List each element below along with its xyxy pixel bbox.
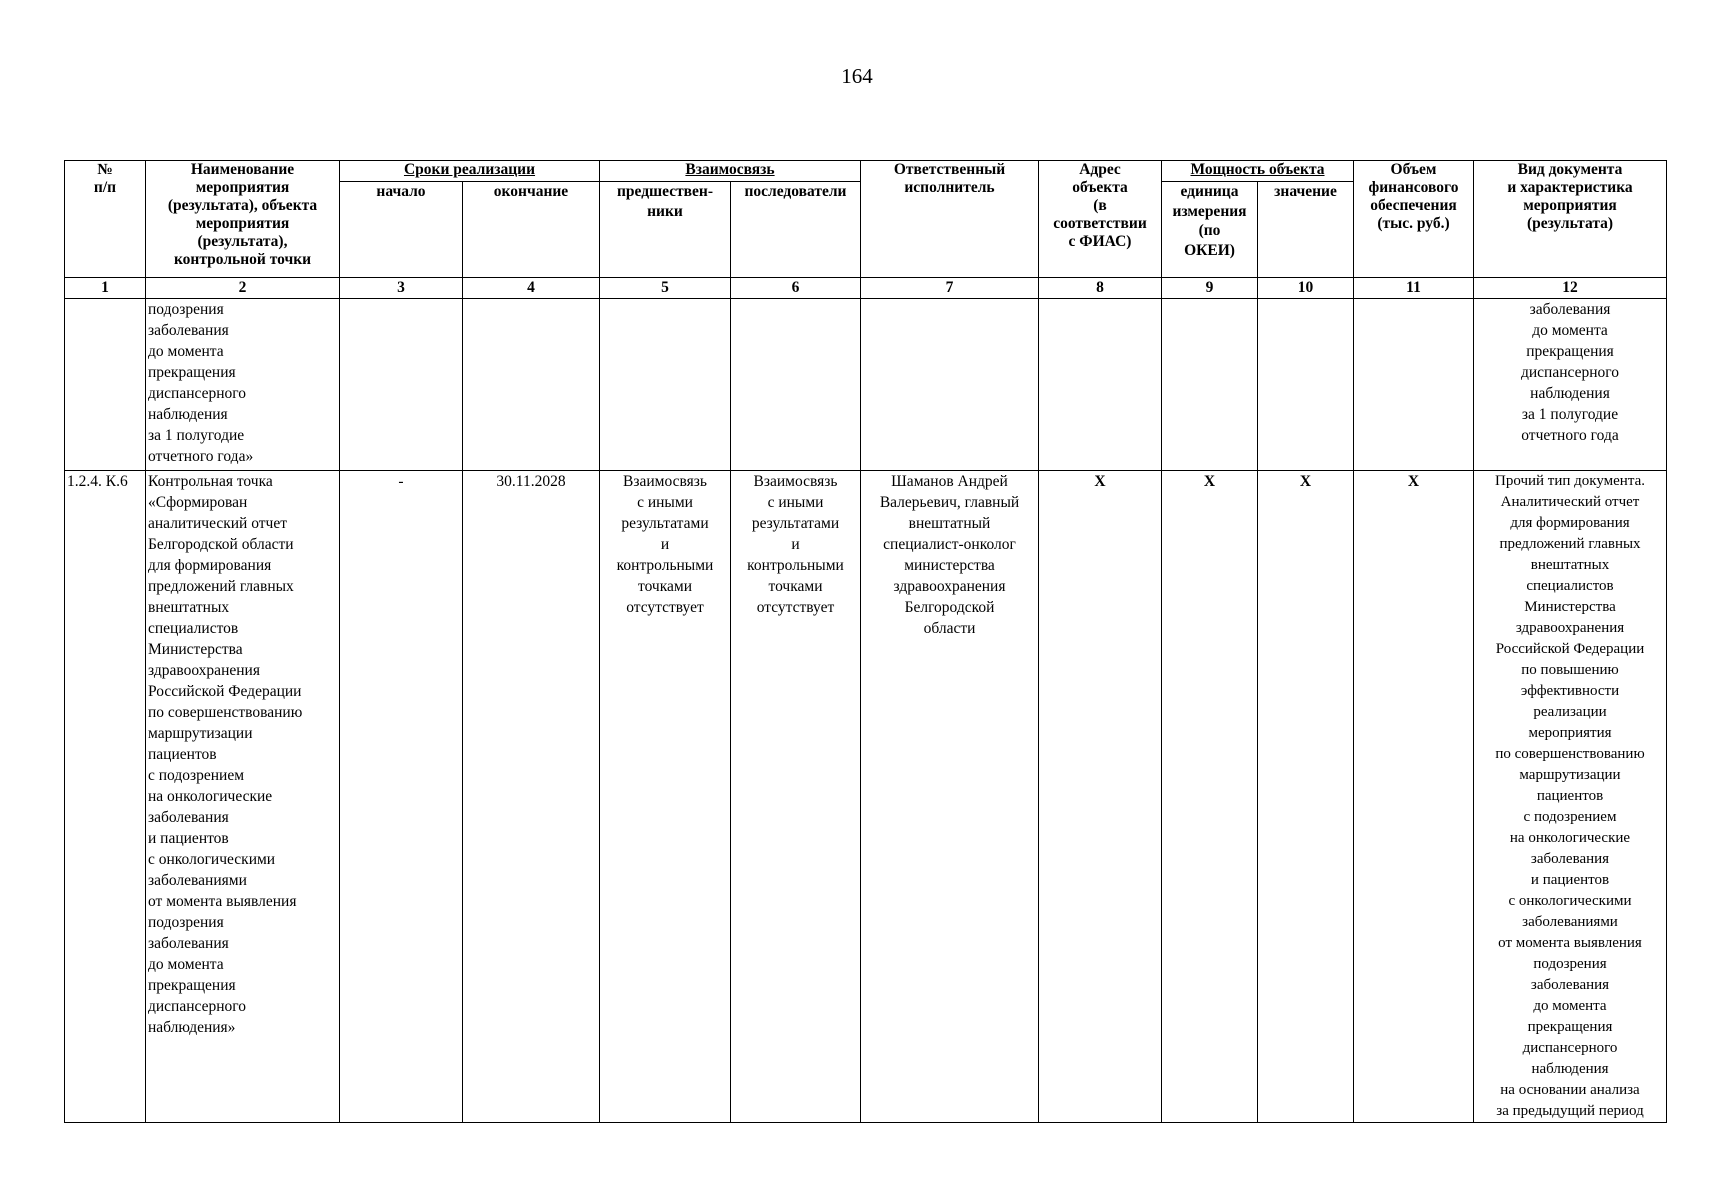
cell-empty bbox=[340, 299, 463, 471]
cell-predecessors: Взаимосвязь с иными результатами и контрольными точками отсутствует bbox=[600, 471, 731, 1123]
cell-empty bbox=[600, 299, 731, 471]
header-capacity: Мощность объекта bbox=[1162, 161, 1354, 182]
header-start: начало bbox=[340, 182, 463, 278]
column-number: 10 bbox=[1258, 278, 1354, 299]
column-number: 3 bbox=[340, 278, 463, 299]
cell-empty bbox=[463, 299, 600, 471]
column-number: 5 bbox=[600, 278, 731, 299]
header-responsible: Ответственный исполнитель bbox=[861, 161, 1039, 278]
header-period: Сроки реализации bbox=[340, 161, 600, 182]
column-number: 11 bbox=[1354, 278, 1474, 299]
cell-responsible: Шаманов Андрей Валерьевич, главный внештатный специалист-онколог министерства здравоохранения Белгородской области bbox=[861, 471, 1039, 1123]
column-number: 7 bbox=[861, 278, 1039, 299]
cell-end: 30.11.2028 bbox=[463, 471, 600, 1123]
column-number: 9 bbox=[1162, 278, 1258, 299]
cell-unit: X bbox=[1162, 471, 1258, 1123]
column-number: 4 bbox=[463, 278, 600, 299]
header-predecessors: предшествен- ники bbox=[600, 182, 731, 278]
column-number: 8 bbox=[1039, 278, 1162, 299]
page-number: 164 bbox=[841, 64, 873, 88]
header-address: Адрес объекта (в соответствии с ФИАС) bbox=[1039, 161, 1162, 278]
column-number: 12 bbox=[1474, 278, 1667, 299]
cell-value: X bbox=[1258, 471, 1354, 1123]
cell-funding: X bbox=[1354, 471, 1474, 1123]
table-row-continued bbox=[65, 299, 1667, 471]
cell-empty bbox=[1354, 299, 1474, 471]
header-unit: единица измерения (по ОКЕИ) bbox=[1162, 182, 1258, 278]
cell-empty bbox=[1258, 299, 1354, 471]
column-number: 6 bbox=[731, 278, 861, 299]
header-row-top bbox=[65, 161, 1667, 182]
cell-empty bbox=[861, 299, 1039, 471]
cell-num: 1.2.4. К.6 bbox=[65, 471, 146, 1123]
table-row-main bbox=[65, 471, 1667, 1123]
column-number: 1 bbox=[65, 278, 146, 299]
header-value: значение bbox=[1258, 182, 1354, 278]
cell-empty bbox=[1039, 299, 1162, 471]
header-end: окончание bbox=[463, 182, 600, 278]
cell-name-continued: подозрения заболевания до момента прекращения диспансерного наблюдения за 1 полугодие отчетного года» bbox=[146, 299, 340, 471]
cell-doc-continued: заболевания до момента прекращения диспансерного наблюдения за 1 полугодие отчетного года bbox=[1474, 299, 1667, 471]
cell-doc: Прочий тип документа. Аналитический отчет для формирования предложений главных внештатных специалистов Министерства здравоохранения Российской Федерации по повышению эффективности реализации мероприятия по совершенствованию маршрутизации пациентов с подозрением на онкологические заболевания и пациентов с онкологическими заболеваниями от момента выявления подозрения заболевания до момента прекращения диспансерного наблюдения на основании анализа за предыдущий период bbox=[1474, 471, 1667, 1123]
column-number-row bbox=[65, 278, 1667, 299]
header-name: Наименование мероприятия (результата), объекта мероприятия (результата), контрольной точки bbox=[146, 161, 340, 278]
cell-start: - bbox=[340, 471, 463, 1123]
header-successors: последователи bbox=[731, 182, 861, 278]
header-funding: Объем финансового обеспечения (тыс. руб.) bbox=[1354, 161, 1474, 278]
header-doc-type: Вид документа и характеристика мероприятия (результата) bbox=[1474, 161, 1667, 278]
cell-empty bbox=[731, 299, 861, 471]
plan-table bbox=[64, 160, 1667, 1123]
cell-address: X bbox=[1039, 471, 1162, 1123]
cell-successors: Взаимосвязь с иными результатами и контрольными точками отсутствует bbox=[731, 471, 861, 1123]
column-number: 2 bbox=[146, 278, 340, 299]
header-relation: Взаимосвязь bbox=[600, 161, 861, 182]
header-num: № п/п bbox=[65, 161, 146, 278]
cell-name: Контрольная точка «Сформирован аналитический отчет Белгородской области для формирования предложений главных внештатных специалистов Министерства здравоохранения Российской Федерации по совершенствованию маршрутизации пациентов с подозрением на онкологические заболевания и пациентов с онкологическими заболеваниями от момента выявления подозрения заболевания до момента прекращения диспансерного наблюдения» bbox=[146, 471, 340, 1123]
cell-num-empty bbox=[65, 299, 146, 471]
cell-empty bbox=[1162, 299, 1258, 471]
